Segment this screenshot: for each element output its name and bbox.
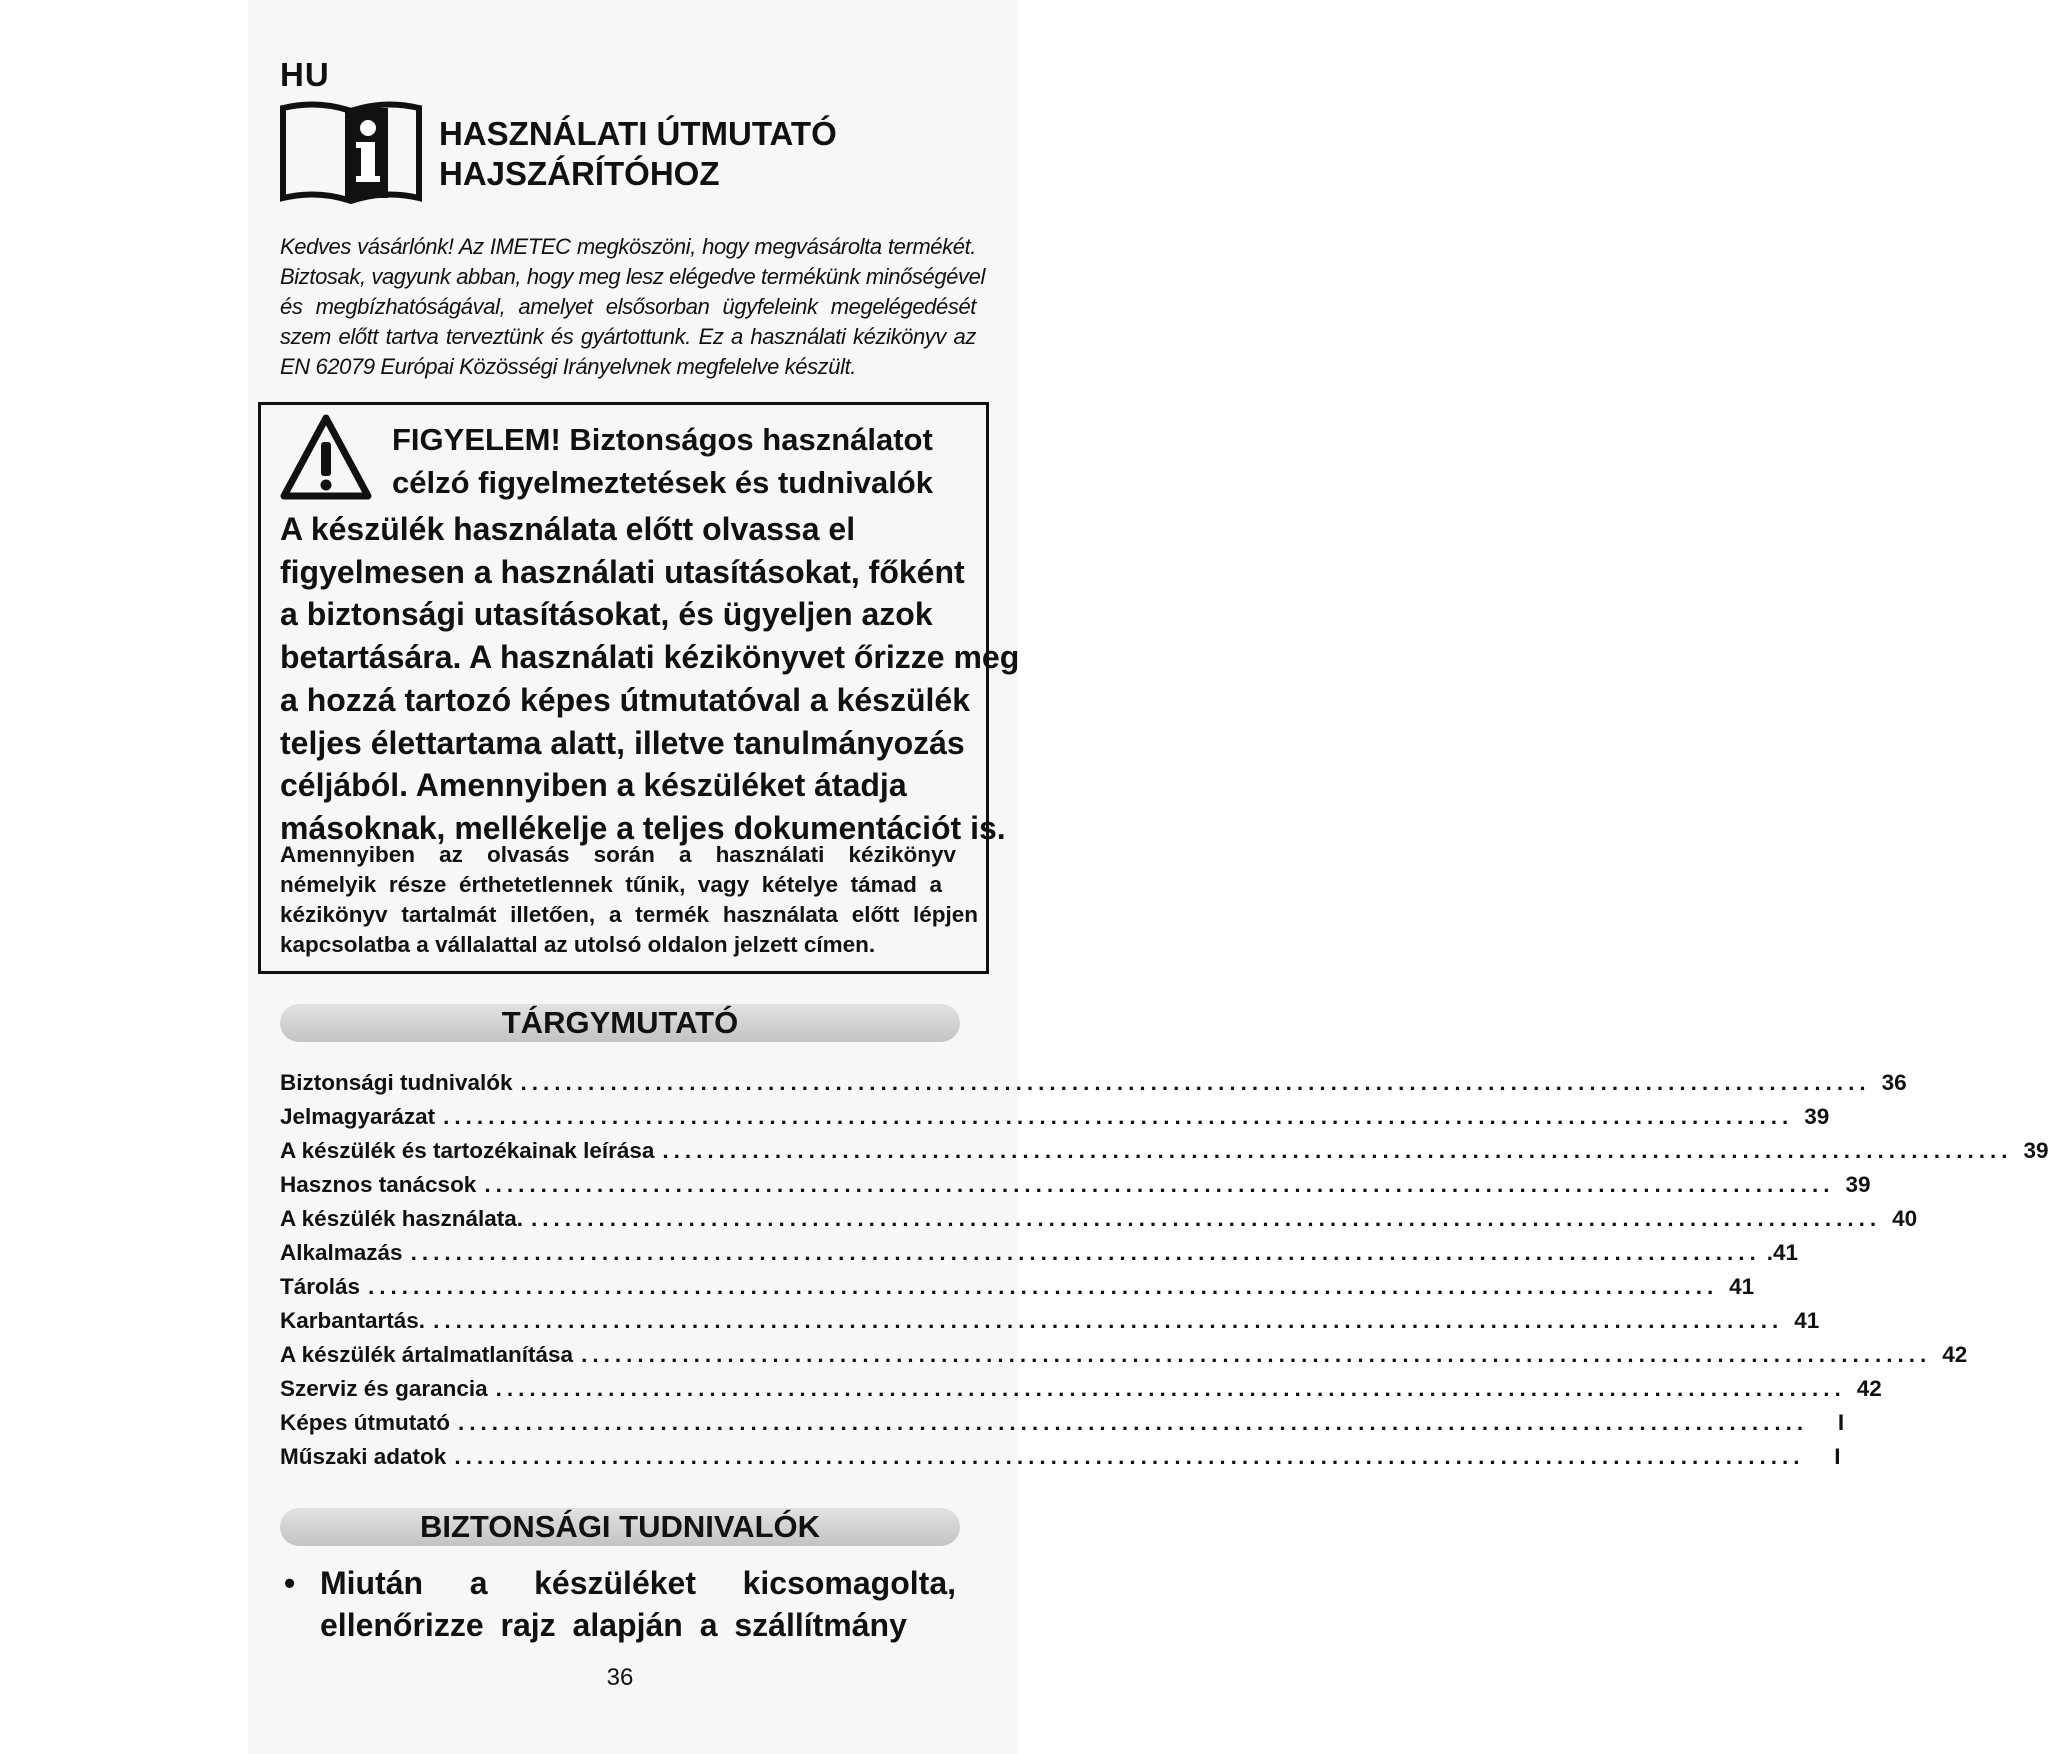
warning-body-line: teljes élettartama alatt, illetve tanulmányozás — [280, 724, 965, 761]
warning-body — [280, 508, 1020, 850]
toc-entry-page: 36 — [1881, 1070, 1907, 1095]
toc-entry-label: Jelmagyarázat — [280, 1104, 436, 1129]
toc-entry-page: 41 — [1794, 1308, 1820, 1333]
toc-leader-dots: ........................................................................................................................ — [458, 1410, 1809, 1435]
toc-entry-label: A készülék használata. — [280, 1206, 524, 1231]
warning-note-line: kézikönyv tartalmát illetően, a termék használata előtt lépjen — [280, 902, 978, 927]
toc-entry-label: A készülék ártalmatlanítása — [280, 1342, 574, 1367]
language-code: HU — [280, 56, 330, 93]
bullet-line: ellenőrizze rajz alapján a szállítmány — [320, 1607, 907, 1643]
toc-entry-label: Alkalmazás — [280, 1240, 403, 1265]
warning-title-line-1: FIGYELEM! Biztonságos használatot — [392, 422, 933, 457]
warning-triangle-icon — [278, 412, 374, 502]
toc-leader-dots: ........................................................................................................................ — [520, 1070, 1871, 1095]
toc-entry-page: 39 — [2023, 1138, 2049, 1163]
warning-body-line: másoknak, mellékelje a teljes dokumentációt is. — [280, 809, 1006, 846]
toc-leader-dots: ........................................................................................................................ — [662, 1138, 2013, 1163]
toc-entry-label: Karbantartás. — [280, 1308, 426, 1333]
toc-leader-dots: ........................................................................................................................ — [581, 1342, 1932, 1367]
warning-body-line: figyelmesen a használati utasításokat, főként — [280, 553, 965, 590]
toc-entry-label: Hasznos tanácsok — [280, 1172, 477, 1197]
toc-leader-dots: ........................................................................................................................ — [531, 1206, 1882, 1231]
toc-entry[interactable] — [280, 1066, 1907, 1100]
warning-body-line: a hozzá tartozó képes útmutatóval a készülék — [280, 681, 970, 718]
toc-entry[interactable] — [280, 1134, 2049, 1168]
intro-line: szem előtt tartva terveztünk és gyártottunk. Ez a használati kézikönyv az — [280, 324, 976, 349]
toc-leader-dots: ........................................................................................................................ — [368, 1274, 1719, 1299]
toc-entry-label: Műszaki adatok — [280, 1444, 447, 1469]
warning-body-line: A készülék használata előtt olvassa el — [280, 511, 856, 547]
toc-entry[interactable] — [280, 1202, 1918, 1236]
toc-heading: TÁRGYMUTATÓ — [280, 1004, 960, 1042]
toc-entry-page: 39 — [1804, 1104, 1830, 1129]
document-title — [439, 114, 837, 194]
title-line-1: HASZNÁLATI ÚTMUTATÓ — [439, 115, 837, 152]
toc-entry-page: 40 — [1892, 1206, 1918, 1231]
title-line-2: HAJSZÁRÍTÓHOZ — [439, 155, 720, 192]
toc-entry-page: 39 — [1845, 1172, 1871, 1197]
toc-entry[interactable] — [280, 1270, 1755, 1304]
warning-note-line: Amennyiben az olvasás során a használati kézikönyv — [280, 842, 956, 867]
toc-entry-page: 41 — [1729, 1274, 1755, 1299]
toc-entry[interactable] — [280, 1100, 1830, 1134]
toc-entry[interactable] — [280, 1372, 1882, 1406]
toc-entry-page: .41 — [1766, 1240, 1799, 1265]
toc-leader-dots: ........................................................................................................................ — [443, 1104, 1794, 1129]
toc-entry[interactable] — [280, 1304, 1820, 1338]
safety-bullet-1 — [320, 1562, 960, 1646]
intro-line: Kedves vásárlónk! Az IMETEC megköszöni, hogy megvásárolta termékét. — [280, 234, 976, 259]
intro-paragraph — [280, 232, 985, 382]
toc-leader-dots: ........................................................................................................................ — [484, 1172, 1835, 1197]
page-number: 36 — [606, 1664, 634, 1691]
toc-leader-dots: ........................................................................................................................ — [410, 1240, 1761, 1265]
toc-entry-label: Szerviz és garancia — [280, 1376, 488, 1401]
info-book-icon — [278, 100, 424, 204]
warning-body-line: betartására. A használati kézikönyvet őrizze meg — [280, 639, 1020, 676]
warning-body-line: a biztonsági utasításokat, és ügyeljen azok — [280, 596, 933, 633]
toc-entry-page: I — [1837, 1410, 1845, 1435]
toc-leader-dots: ........................................................................................................................ — [495, 1376, 1846, 1401]
toc-entry-page: I — [1834, 1444, 1841, 1469]
intro-line: és megbízhatóságával, amelyet elsősorban ügyfeleink megelégedését — [280, 294, 976, 319]
safety-heading: BIZTONSÁGI TUDNIVALÓK — [280, 1508, 960, 1546]
warning-note-line: kapcsolatba a vállalattal az utolsó oldalon jelzett címen. — [280, 932, 876, 957]
toc-leader-dots: ........................................................................................................................ — [433, 1308, 1784, 1333]
warning-note — [280, 840, 980, 960]
toc-entry-label: Biztonsági tudnivalók — [280, 1070, 513, 1095]
toc-entry[interactable] — [280, 1338, 1968, 1372]
toc-entry-page: 42 — [1856, 1376, 1882, 1401]
toc-entry-label: Tárolás — [280, 1274, 361, 1299]
toc-entry[interactable] — [280, 1440, 1841, 1474]
warning-title — [392, 418, 933, 504]
toc-entry-page: 42 — [1942, 1342, 1968, 1367]
toc-entry[interactable] — [280, 1236, 1799, 1270]
table-of-contents — [280, 1066, 2049, 1474]
toc-entry[interactable] — [280, 1406, 1845, 1440]
intro-line: Biztosak, vagyunk abban, hogy meg lesz elégedve termékünk minőségével — [280, 264, 985, 289]
bullet-marker: • — [284, 1565, 296, 1601]
toc-entry-label: Képes útmutató — [280, 1410, 451, 1435]
toc-entry-label: A készülék és tartozékainak leírása — [280, 1138, 655, 1163]
warning-note-line: némelyik része érthetetlennek tűnik, vagy kételye támad a — [280, 872, 942, 897]
warning-title-line-2: célzó figyelmeztetések és tudnivalók — [392, 465, 933, 500]
bullet-line: Miután a készüléket kicsomagolta, — [320, 1565, 956, 1601]
intro-line: EN 62079 Európai Közösségi Irányelvnek megfelelve készült. — [280, 354, 857, 379]
toc-leader-dots: ........................................................................................................................ — [454, 1444, 1805, 1469]
toc-entry[interactable] — [280, 1168, 1871, 1202]
warning-body-line: céljából. Amennyiben a készüléket átadja — [280, 767, 907, 804]
